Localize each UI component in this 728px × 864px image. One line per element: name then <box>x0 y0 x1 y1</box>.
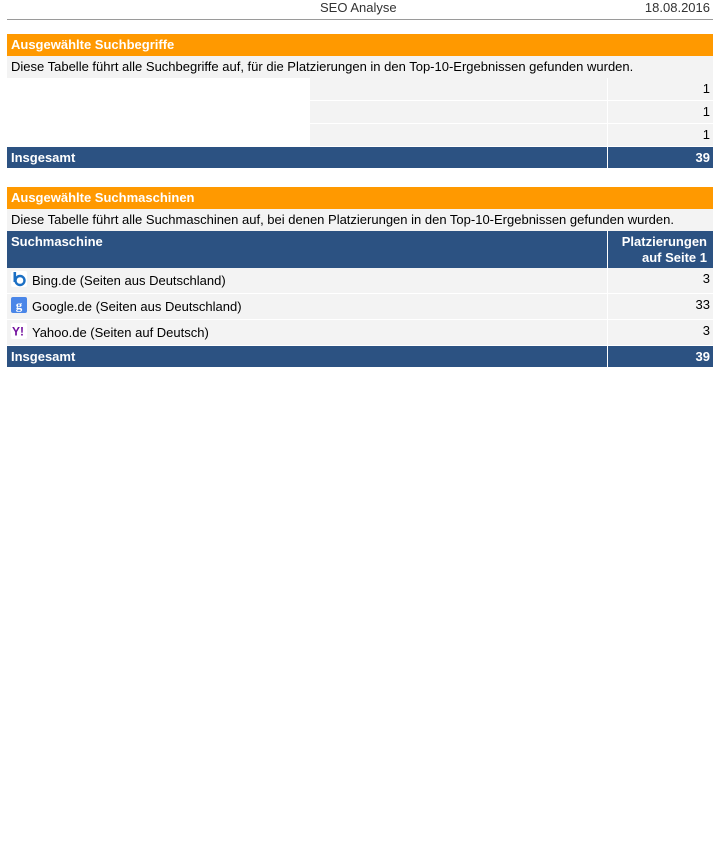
keywords-section-description: Diese Tabelle führt alle Suchbegriffe auf, für die Platzierungen in den Top-10-Ergebnissen gefunden wurden. <box>7 56 713 78</box>
report-date: 18.08.2016 <box>644 0 710 15</box>
engines-section-description: Diese Tabelle führt alle Suchmaschinen auf, bei denen Platzierungen in den Top-10-Ergebnissen gefunden wurden. <box>7 209 713 231</box>
svg-text:g: g <box>15 297 23 312</box>
column-header-placements-line2: auf Seite 1 <box>641 250 707 265</box>
table-row <box>7 268 713 294</box>
table-row <box>7 101 713 124</box>
keyword-cell <box>7 124 608 146</box>
total-value: 39 <box>695 150 710 165</box>
keywords-section <box>7 34 713 168</box>
yahoo-icon <box>11 323 27 339</box>
redacted-keyword <box>7 124 310 146</box>
keywords-section-title: Ausgewählte Suchbegriffe <box>7 34 713 56</box>
keyword-cell <box>7 101 608 123</box>
keyword-count: 1 <box>608 124 713 146</box>
total-value: 39 <box>695 349 710 364</box>
engine-cell <box>7 294 608 319</box>
svg-text:Y!: Y! <box>12 324 24 338</box>
report-title: SEO Analyse <box>320 0 397 15</box>
column-header-placements <box>608 231 713 268</box>
engine-name: Yahoo.de (Seiten auf Deutsch) <box>32 325 209 340</box>
table-row <box>7 124 713 147</box>
engine-cell <box>7 320 608 345</box>
redacted-keyword <box>7 78 310 100</box>
keyword-cell <box>7 78 608 100</box>
keywords-total-row <box>7 147 713 168</box>
placement-count: 3 <box>608 320 713 345</box>
column-header-engine: Suchmaschine <box>7 231 608 268</box>
total-label: Insgesamt <box>7 346 608 367</box>
redacted-keyword <box>7 101 310 123</box>
report-header <box>7 0 713 20</box>
keyword-count: 1 <box>608 101 713 123</box>
keyword-count: 1 <box>608 78 713 100</box>
table-row <box>7 320 713 346</box>
engines-section-title: Ausgewählte Suchmaschinen <box>7 187 713 209</box>
table-row <box>7 294 713 320</box>
google-icon <box>11 297 27 313</box>
column-header-placements-line1: Platzierungen <box>621 234 707 249</box>
table-row <box>7 78 713 101</box>
engines-total-row <box>7 346 713 367</box>
placement-count: 3 <box>608 268 713 293</box>
engine-cell <box>7 268 608 293</box>
bing-icon <box>11 271 27 287</box>
engines-table-header <box>7 231 713 268</box>
engine-name: Google.de (Seiten aus Deutschland) <box>32 299 242 314</box>
placement-count: 33 <box>608 294 713 319</box>
total-label: Insgesamt <box>7 147 608 168</box>
engine-name: Bing.de (Seiten aus Deutschland) <box>32 273 226 288</box>
engines-section <box>7 187 713 367</box>
